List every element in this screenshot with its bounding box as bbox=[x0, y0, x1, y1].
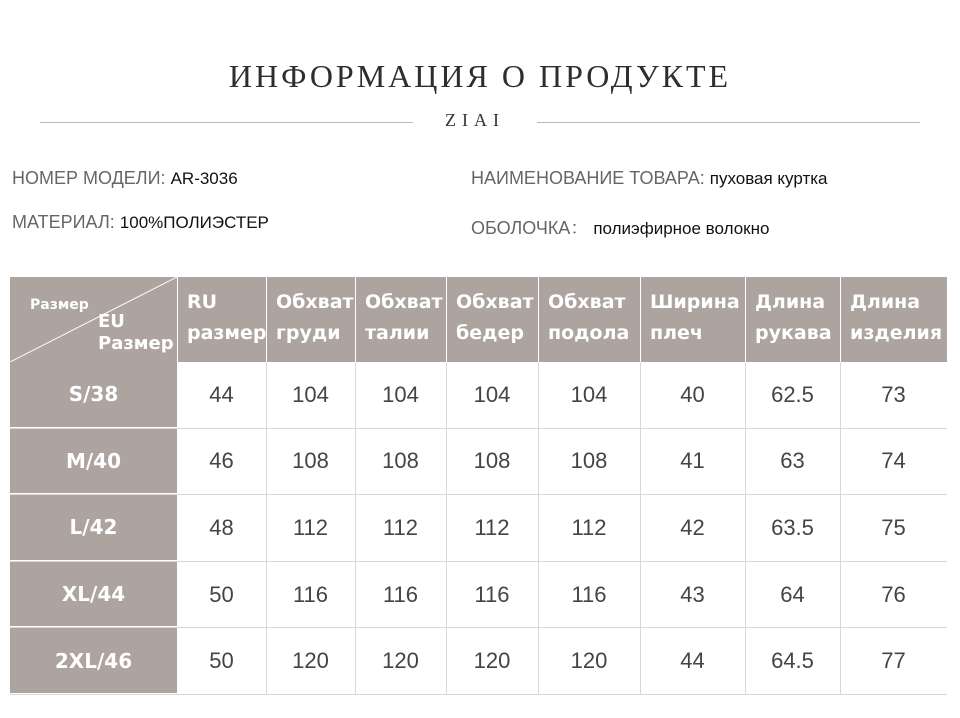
table-cell: 108 bbox=[570, 448, 608, 474]
table-cell: 62.5 bbox=[771, 381, 814, 407]
table-cell: 64.5 bbox=[771, 648, 814, 674]
column-header-line: Обхват bbox=[548, 291, 626, 313]
table-cell: 120 bbox=[292, 648, 329, 674]
table-cell: 77 bbox=[881, 648, 906, 674]
model-number-value: AR-3036 bbox=[170, 169, 238, 188]
table-cell: 43 bbox=[680, 581, 705, 607]
column-header bbox=[640, 277, 745, 362]
column-header-line: изделия bbox=[850, 322, 943, 344]
table-row bbox=[10, 628, 947, 695]
table-cell: 104 bbox=[292, 381, 329, 407]
table-cell: 41 bbox=[680, 448, 705, 474]
table-row bbox=[10, 562, 947, 629]
column-header bbox=[446, 277, 538, 362]
table-cell: 112 bbox=[292, 514, 329, 540]
table-cell: 50 bbox=[209, 648, 234, 674]
header-divider bbox=[640, 277, 641, 362]
column-header-line: RU bbox=[187, 291, 218, 313]
product-name-value: пуховая куртка bbox=[709, 169, 828, 188]
material-info bbox=[12, 212, 269, 233]
column-header bbox=[177, 277, 266, 362]
column-header-line: подола bbox=[548, 322, 630, 344]
brand-divider bbox=[40, 108, 920, 138]
column-divider bbox=[640, 362, 641, 695]
table-cell: 44 bbox=[680, 648, 705, 674]
column-header-line: Обхват bbox=[276, 291, 354, 313]
model-number-label: НОМЕР МОДЕЛИ: bbox=[12, 168, 166, 188]
product-name-label: НАИМЕНОВАНИЕ ТОВАРА: bbox=[471, 168, 705, 188]
table-cell: 108 bbox=[473, 448, 511, 474]
table-cell: 104 bbox=[570, 381, 608, 407]
column-header-line: Обхват bbox=[456, 291, 534, 313]
table-cell: 108 bbox=[292, 448, 329, 474]
table-cell: 104 bbox=[382, 381, 419, 407]
row-size-label: M/40 bbox=[10, 429, 177, 495]
material-value: 100%ПОЛИЭСТЕР bbox=[119, 213, 269, 232]
table-cell: 112 bbox=[382, 514, 419, 540]
column-header bbox=[840, 277, 947, 362]
brand-name: ZIAI bbox=[445, 110, 505, 130]
header-divider bbox=[266, 277, 267, 362]
table-cell: 112 bbox=[474, 514, 510, 540]
corner-label-size: Размер bbox=[30, 297, 89, 313]
column-divider bbox=[266, 362, 267, 695]
column-header-line: плеч bbox=[650, 322, 703, 344]
header-divider bbox=[177, 277, 178, 362]
page-title: ИНФОРМАЦИЯ О ПРОДУКТЕ bbox=[228, 58, 732, 94]
table-cell: 120 bbox=[570, 648, 608, 674]
column-header-line: груди bbox=[276, 322, 341, 344]
column-divider bbox=[538, 362, 539, 695]
column-header-line: рукава bbox=[755, 322, 832, 344]
column-header-line: Длина bbox=[755, 291, 826, 313]
divider-line-left bbox=[40, 122, 413, 123]
table-row bbox=[10, 429, 947, 496]
row-size-label: XL/44 bbox=[10, 562, 177, 628]
table-cell: 73 bbox=[881, 381, 906, 407]
corner-label-eu-size: Размер bbox=[98, 333, 174, 354]
header-divider bbox=[538, 277, 539, 362]
product-name-info bbox=[471, 168, 828, 189]
table-cell: 63 bbox=[780, 448, 805, 474]
column-divider bbox=[446, 362, 447, 695]
table-cell: 120 bbox=[473, 648, 511, 674]
table-cell: 116 bbox=[292, 581, 329, 607]
shell-info bbox=[471, 214, 769, 240]
table-row bbox=[10, 495, 947, 562]
shell-label: ОБОЛОЧКА： bbox=[471, 218, 589, 238]
table-cell: 44 bbox=[209, 381, 234, 407]
column-header-line: Длина bbox=[850, 291, 921, 313]
column-header bbox=[266, 277, 355, 362]
size-table bbox=[10, 277, 947, 695]
table-cell: 116 bbox=[571, 581, 607, 607]
table-cell: 108 bbox=[382, 448, 419, 474]
header-divider bbox=[355, 277, 356, 362]
table-cell: 74 bbox=[881, 448, 906, 474]
table-cell: 63.5 bbox=[771, 514, 814, 540]
row-size-label: 2XL/46 bbox=[10, 628, 177, 694]
column-header-line: талии bbox=[365, 322, 430, 344]
material-label: МАТЕРИАЛ: bbox=[12, 212, 115, 232]
column-divider bbox=[840, 362, 841, 695]
corner-label-eu: EU bbox=[98, 311, 125, 332]
table-cell: 75 bbox=[881, 514, 906, 540]
header-divider bbox=[446, 277, 447, 362]
table-cell: 112 bbox=[571, 514, 607, 540]
table-row bbox=[10, 362, 947, 429]
column-divider bbox=[355, 362, 356, 695]
column-header-line: Обхват bbox=[365, 291, 443, 313]
table-cell: 116 bbox=[382, 581, 419, 607]
column-header bbox=[745, 277, 840, 362]
table-cell: 42 bbox=[680, 514, 705, 540]
column-header-line: Ширина bbox=[650, 291, 740, 313]
column-header bbox=[538, 277, 640, 362]
header-divider bbox=[745, 277, 746, 362]
model-number-info bbox=[12, 168, 238, 189]
column-divider bbox=[745, 362, 746, 695]
row-size-label: L/42 bbox=[10, 495, 177, 561]
column-header-line: размер bbox=[187, 322, 267, 344]
table-cell: 50 bbox=[209, 581, 234, 607]
shell-value: полиэфирное волокно bbox=[593, 219, 770, 238]
table-cell: 46 bbox=[209, 448, 234, 474]
table-header bbox=[10, 277, 947, 362]
header-divider bbox=[840, 277, 841, 362]
row-size-label: S/38 bbox=[10, 362, 177, 428]
divider-line-right bbox=[537, 122, 920, 123]
table-cell: 120 bbox=[382, 648, 419, 674]
table-cell: 76 bbox=[881, 581, 906, 607]
table-cell: 48 bbox=[209, 514, 234, 540]
table-cell: 116 bbox=[474, 581, 510, 607]
table-cell: 64 bbox=[780, 581, 805, 607]
table-cell: 104 bbox=[473, 381, 511, 407]
column-header bbox=[355, 277, 446, 362]
table-cell: 40 bbox=[680, 381, 705, 407]
column-header-line: бедер bbox=[456, 322, 524, 344]
